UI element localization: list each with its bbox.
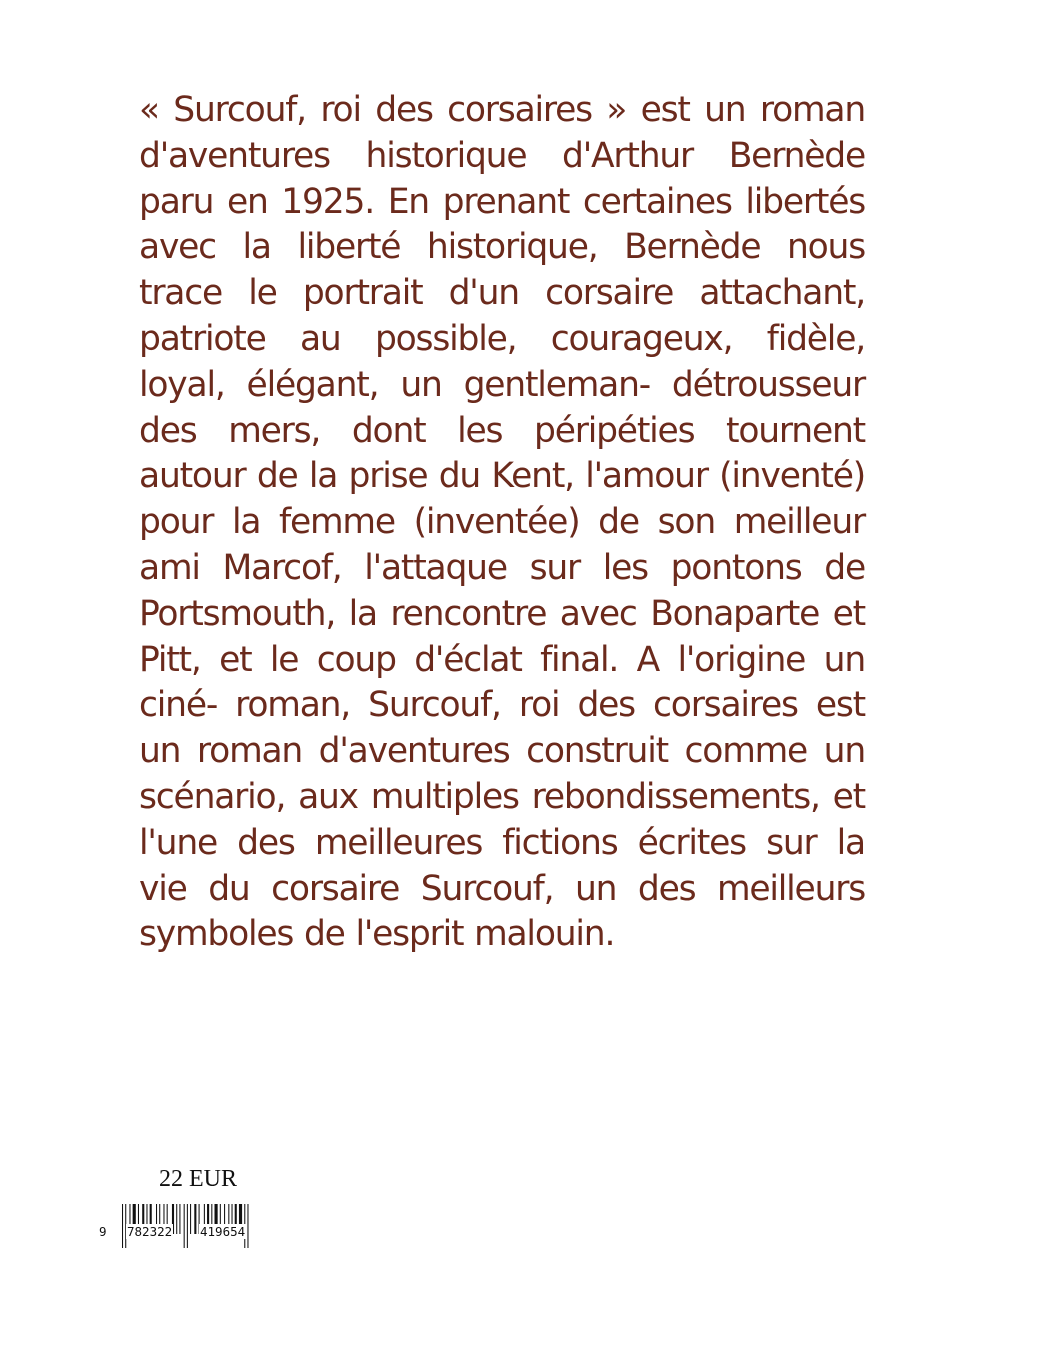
isbn-right-group: 419654 (200, 1224, 246, 1239)
isbn-left-group: 782322 (127, 1224, 173, 1239)
book-summary: « Surcouf, roi des corsaires » est un roman d'aventures historique d'Arthur Bernède paru en 1925. En prenant certaines libertés avec la liberté historique, Bernède nous trace le portrait d'un corsaire attachant, patriote au possible, courageux, fidèle, loyal, élégant, un gentleman- détrousseur des mers, dont les péripéties tournent autour de la prise du Kent, l'amour (inventé) pour la femme (inventée) de son meilleur ami Marcof, l'attaque sur les pontons de Portsmouth, la rencontre avec Bonaparte et Pitt, et le coup d'éclat final. A l'origine un ciné- roman, Surcouf, roi des corsaires est un roman d'aventures construit comme un scénario, aux multiples rebondissements, et l'une des meilleures fictions écrites sur la vie du corsaire Surcouf, un des meilleurs symboles de l'esprit malouin. (139, 90, 865, 955)
isbn-number (98, 1224, 298, 1244)
price-label: 22 EUR (159, 1166, 237, 1192)
isbn-lead-digit: 9 (99, 1224, 107, 1239)
